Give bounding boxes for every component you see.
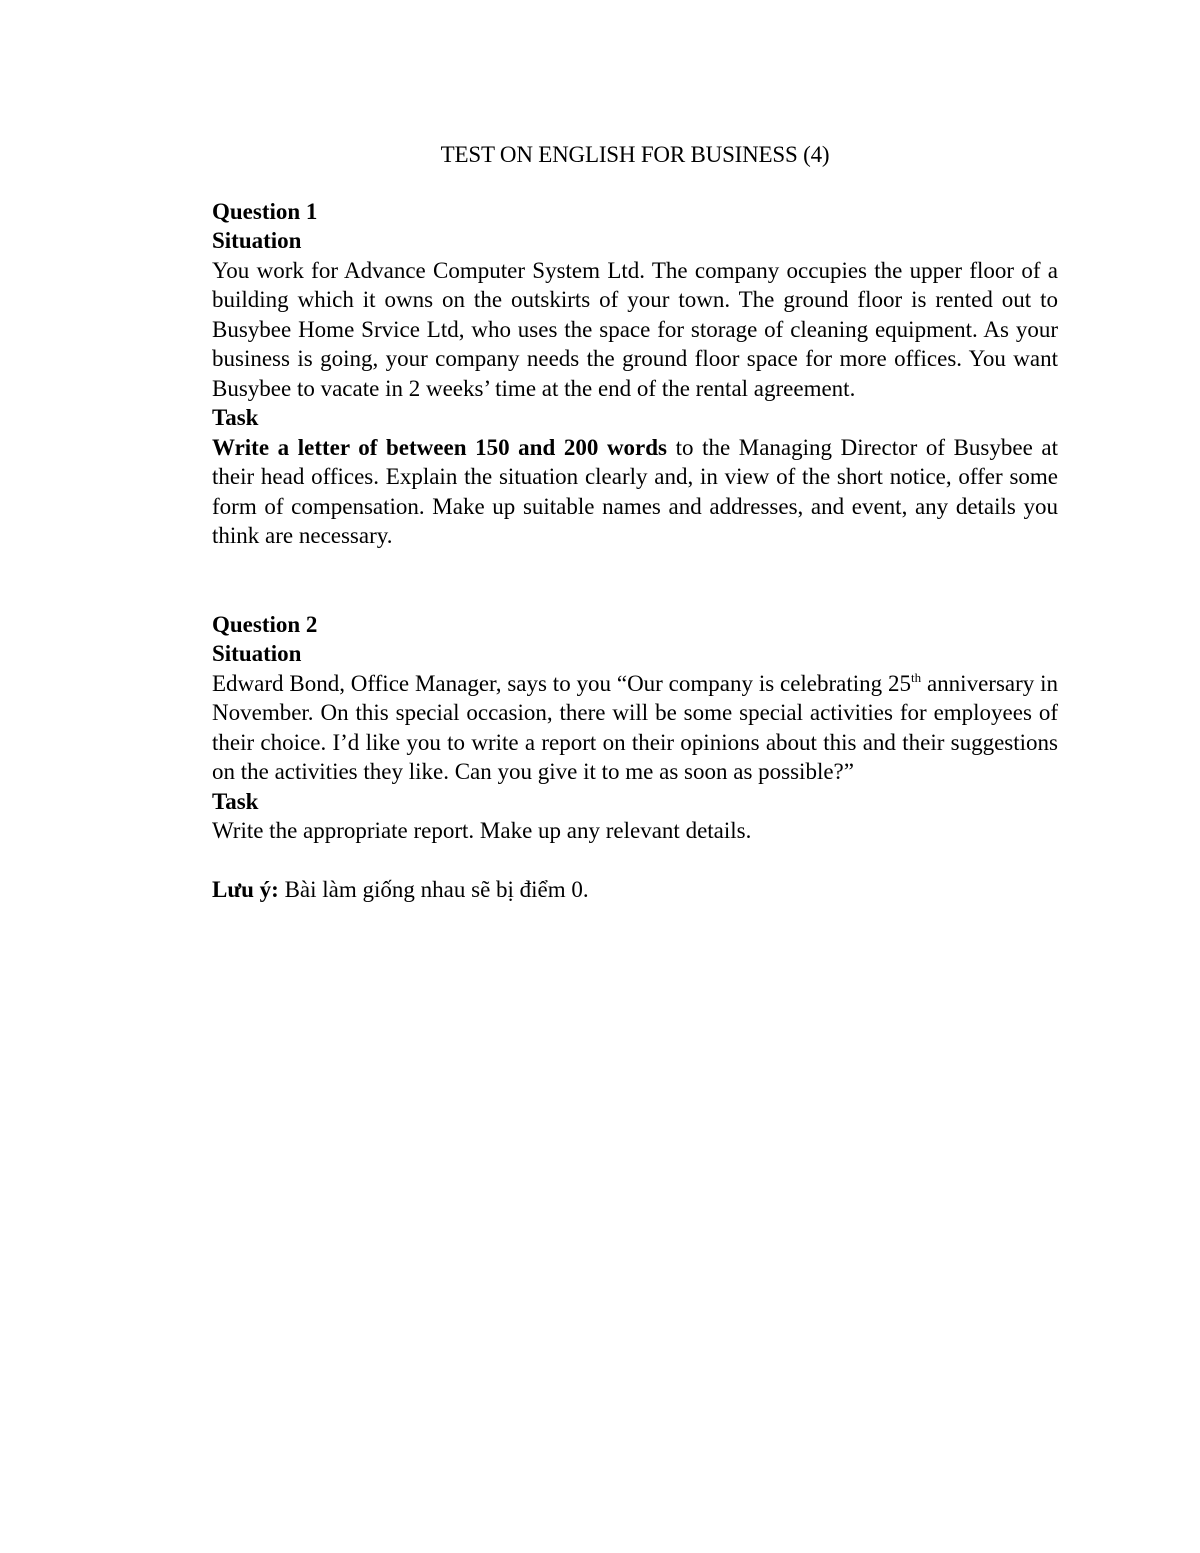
question-2-task-heading: Task [212,788,259,814]
question-1-task-bold: Write a letter of between 150 and 200 words [212,434,667,460]
section-spacer [212,551,1058,610]
question-1-task-text: to the Managing Director of Busybee at their head offices. Explain the situation clearly and, in view of the short notice, offer some form of compensation. Make up suitable names and addresses, and event, any details you think are necessary. [212,434,1058,548]
question-1-task-paragraph [212,433,1058,551]
note-paragraph [212,875,1058,905]
question-1 [212,197,1058,551]
document-title: TEST ON ENGLISH FOR BUSINESS (4) [440,142,830,167]
question-2 [212,610,1058,846]
question-1-task-heading: Task [212,405,259,430]
question-2-situation-superscript: th [911,669,922,685]
question-1-situation-text: You work for Advance Computer System Ltd. The company occupies the upper floor of a building which it owns on the outskirts of your town. The ground floor is rented out to Busybee Home Srvice Ltd, who uses the space for storage of cleaning equipment. As your business is going, your company needs the ground floor space for more offices. You want Busybee to vacate in 2 weeks’ time at the end of the rental agreement. [212,257,1058,401]
document-page [212,140,1058,905]
question-2-heading: Question 2 [212,611,318,637]
question-2-situation-heading: Situation [212,641,302,666]
question-2-situation-paragraph [212,669,1058,787]
note-text: Bài làm giống nhau sẽ bị điểm 0. [278,877,589,902]
note-label: Lưu ý: [212,877,279,902]
question-2-task-text: Write the appropriate report. Make up any relevant details. [212,818,752,843]
question-1-heading: Question 1 [212,198,318,224]
note-spacer [212,846,1058,876]
question-1-situation-heading: Situation [212,228,302,253]
question-2-situation-text-before: Edward Bond, Office Manager, says to you “Our company is celebrating 25 [212,670,912,696]
question-2-situation-text-after: anniversary in November. On this special occasion, there will be some special activities for employees of their choice. I’d like you to write a report on their opinions about this and their suggestions on the activities they like. Can you give it to me as soon as possible?” [212,670,1058,784]
